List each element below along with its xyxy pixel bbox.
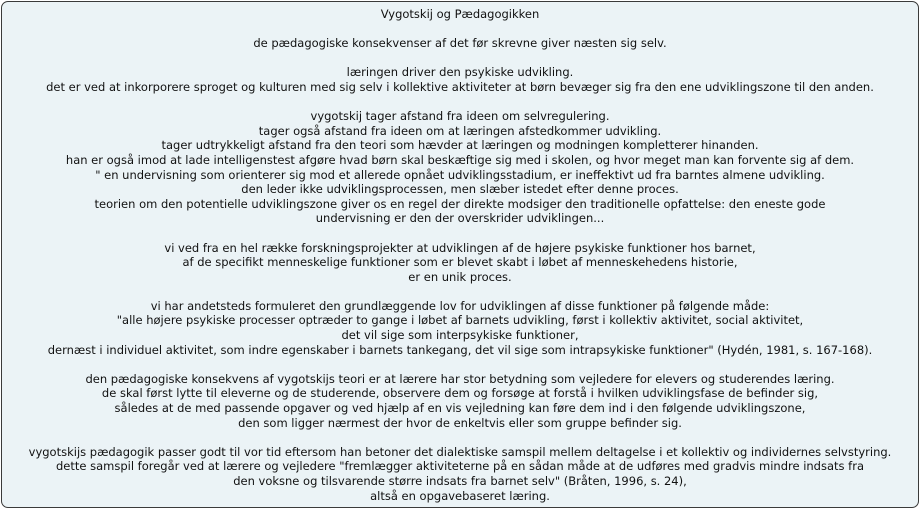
text-line: vi har andetsteds formuleret den grundlæggende lov for udviklingen af disse funktioner på følgende måde: — [150, 298, 770, 313]
text-line: er en unik proces. — [408, 269, 512, 284]
text-note-card — [1, 1, 919, 508]
text-line: de pædagogiske konsekvenser af det før skrevne giver næsten sig selv. — [253, 36, 667, 51]
text-line: vi ved fra en hel række forskningsprojekter at udviklingen af de højere psykiske funktioner hos barnet, — [164, 240, 756, 255]
paragraph-gap — [2, 226, 918, 241]
text-line: den voksne og tilsvarende større indsats fra barnet selv" (Bråten, 1996, s. 24), — [233, 474, 687, 488]
text-line: således at de med passende opgaver og ved hjælp af en vis vejledning kan føre dem ind i den følgende udviklingszone, — [114, 401, 806, 416]
text-line: læringen driver den psykiske udvikling. — [346, 65, 574, 80]
paragraph-conclusion — [2, 445, 918, 503]
paragraph-intro — [2, 36, 918, 51]
note-title: Vygotskij og Pædagogikken — [380, 7, 540, 21]
text-line: vygotskijs pædagogik passer godt til vor tid eftersom han betoner det dialektiske samspil mellem deltagelse i et kollektiv og individernes selvstyring. — [28, 444, 892, 459]
text-line: " en undervisning som orienterer sig mod et allerede opnået udviklingsstadium, er ineffektivt ud fra barntes almene udvikling. — [95, 167, 825, 182]
paragraph-selfregulation — [2, 109, 918, 226]
text-line: han er også imod at lade intelligenstest afgøre hvad børn skal beskæftige sig med i skolen, og hvor meget man kan forvente sig af dem. — [65, 152, 855, 167]
text-line: den leder ikke udviklingsprocessen, men slæber istedet efter denne proces. — [241, 182, 679, 197]
paragraph-research — [2, 241, 918, 285]
text-line: tager udtrykkeligt afstand fra den teori som hævder at læringen og modningen kompletterer hinanden. — [161, 138, 759, 153]
text-line: det vil sige som interpsykiske funktioner, — [341, 328, 579, 343]
text-line: teorien om den potentielle udviklingszone giver os en regel der direkte modsiger den traditionelle opfattelse: den eneste gode — [94, 196, 826, 211]
paragraph-law — [2, 299, 918, 357]
paragraph-gap — [2, 51, 918, 66]
text-line: dernæst i individuel aktivitet, som indre egenskaber i barnets tankegang, det vil sige som intrapsykiske funktioner" (Hydén, 1981, s. 167-168). — [47, 342, 873, 357]
paragraph-consequence — [2, 372, 918, 430]
text-line: tager også afstand fra ideen om at læringen afstedkommer udvikling. — [258, 123, 662, 138]
text-line: de skal først lytte til eleverne og de studerende, observere dem og forsøge at forstå i hvilken udviklingsfase de befinder sig, — [101, 386, 819, 401]
text-line: altså en opgavebaseret læring. — [370, 488, 550, 503]
paragraph-learning — [2, 65, 918, 94]
text-line: dette samspil foregår ved at lærere og vejledere "fremlægger aktiviteterne på en sådan måde at de udføres med gradvis mindre indsats fra — [55, 459, 865, 474]
text-line: undervisning er den der overskrider udviklingen... — [315, 211, 605, 226]
text-line: den som ligger nærmest der hvor de enkeltvis eller som gruppe befinder sig. — [238, 415, 682, 430]
paragraph-gap — [2, 284, 918, 299]
text-line: "alle højere psykiske processer optræder to gange i løbet af barnets udvikling, først i kollektiv aktivitet, social aktivitet, — [116, 313, 804, 328]
text-line: den pædagogiske konsekvens af vygotskijs teori er at lærere har stor betydning som vejledere for elevers og studerendes læring. — [85, 371, 835, 386]
paragraph-gap — [2, 22, 918, 37]
paragraph-gap — [2, 430, 918, 445]
paragraph-gap — [2, 95, 918, 110]
text-line: vygotskij tager afstand fra ideen om selvregulering. — [310, 109, 610, 124]
text-line: af de specifikt menneskelige funktioner som er blevet skabt i løbet af menneskehedens historie, — [182, 255, 738, 270]
paragraph-gap — [2, 357, 918, 372]
text-line: det er ved at inkorporere sproget og kulturen med sig selv i kollektive aktiviteter at børn bevæger sig fra den ene udviklingszone til den anden. — [46, 79, 874, 94]
